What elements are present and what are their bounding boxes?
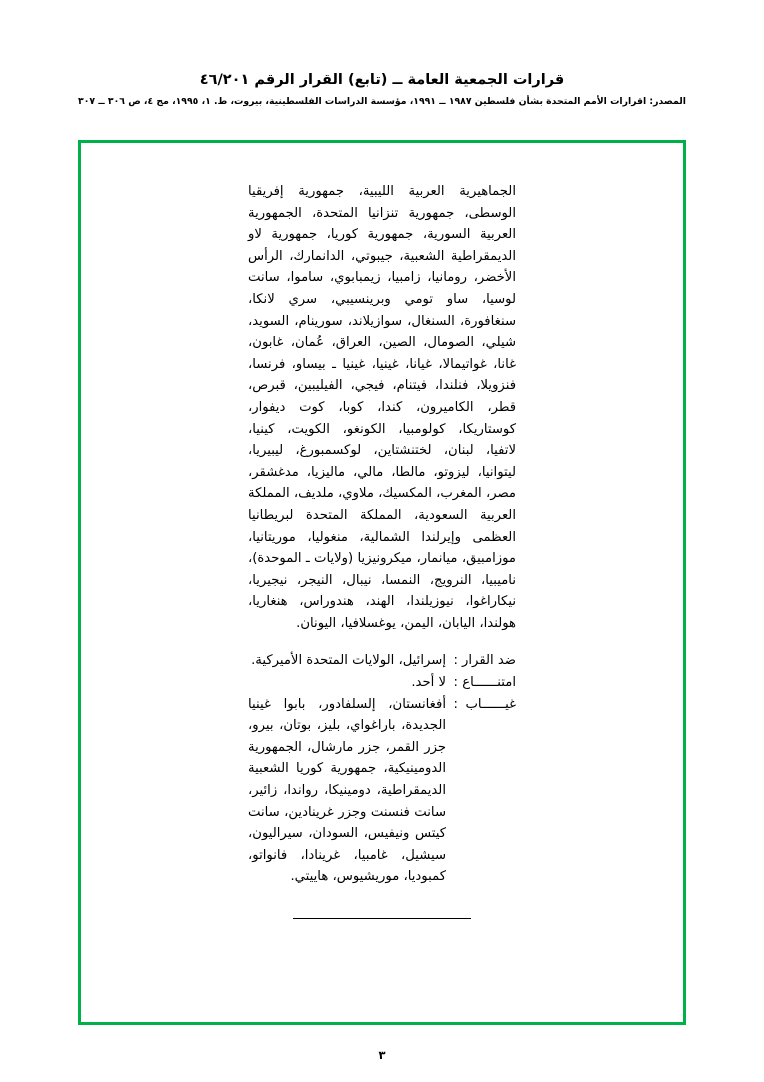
vote-label-against: ضد القرار — [462, 653, 516, 669]
content-frame-inner — [81, 143, 683, 1022]
vote-label-abstain: امتنــــــاع — [462, 675, 516, 691]
vote-colon: : — [453, 653, 458, 669]
content-frame — [78, 140, 686, 1025]
horizontal-rule — [293, 918, 471, 919]
page-number: ٣ — [378, 1048, 386, 1062]
body-text-column — [248, 181, 516, 919]
vote-row — [248, 694, 516, 888]
vote-value-abstain: لا أحد. — [411, 675, 446, 691]
vote-row — [248, 650, 516, 672]
source-line: المصدر: اقرارات الأمم المتحدة بشأن فلسطين ١٩٨٧ ــ ١٩٩١، مؤسسة الدراسات الفلسطينية، بيروت، ط. ١، ١٩٩٥، مج ٤، ص ٣٠٦ ــ ٣٠٧ — [78, 96, 686, 108]
vote-value-absent: أفغانستان، إلسلفادور، بابوا غينيا الجديدة، باراغواي، بليز، بوتان، بيرو، جزر القمر، جزر مارشال، الجمهورية الدومينيكية، جمهورية كوريا الشعبية الديمقراطية، دومينيكا، رواندا، زائير، سانت فنسنت وجزر غرينادين، سانت كيتس ونيفيس، السودان، سيراليون، سيشيل، غامبيا، غرينادا، فانواتو، كمبوديا، موريشيوس، هاييتي. — [248, 696, 446, 885]
page-title: قرارات الجمعية العامة ــ (تابع) القرار الرقم ٤٦/٢٠١ — [199, 72, 565, 88]
vote-value-against: إسرائيل، الولايات المتحدة الأميركية. — [251, 653, 446, 669]
vote-colon: : — [453, 675, 458, 691]
document-header — [0, 72, 764, 108]
vote-label-absent: غيــــــاب — [465, 696, 516, 712]
vote-results-block — [248, 650, 516, 888]
vote-colon: : — [453, 696, 458, 712]
vote-row — [248, 672, 516, 694]
country-list-paragraph: الجماهيرية العربية الليبية، جمهورية إفريقيا الوسطى، جمهورية تنزانيا المتحدة، الجمهورية العربية السورية، جمهورية كوريا، جمهورية لاو الديمقراطية الشعبية، جيبوتي، الدانمارك، الرأس الأخضر، رومانيا، زامبيا، زيمبابوي، ساموا، سانت لوسيا، ساو تومي وبرينسيبي، سري لانكا، سنغافورة، السنغال، سوازيلاند، سورينام، السويد، شيلي، الصومال، الصين، العراق، عُمان، غابون، غانا، غواتيمالا، غيانا، غينيا، غينيا ـ بيساو، فرنسا، فنزويلا، فنلندا، فيتنام، فيجي، الفيليبين، قبرص، قطر، الكاميرون، كندا، كوبا، كوت ديفوار، كوستاريكا، كولومبيا، الكونغو، الكويت، كينيا، لاتفيا، لبنان، لختنشتاين، لوكسمبورغ، ليبيريا، ليتوانيا، ليزوتو، مالطا، مالي، ماليزيا، مدغشقر، مصر، المغرب، المكسيك، ملاوي، ملديف، المملكة العربية السعودية، المملكة المتحدة لبريطانيا العظمى وإيرلندا الشمالية، منغوليا، موريتانيا، موزامبيق، ميانمار، ميكرونيزيا (ولايات ـ الموحدة)، ناميبيا، النرويج، النمسا، نيبال، النيجر، نيجيريا، نيكاراغوا، نيوزيلندا، الهند، هندوراس، هنغاريا، هولندا، اليابان، اليمن، يوغسلافيا، اليونان. — [248, 184, 516, 631]
